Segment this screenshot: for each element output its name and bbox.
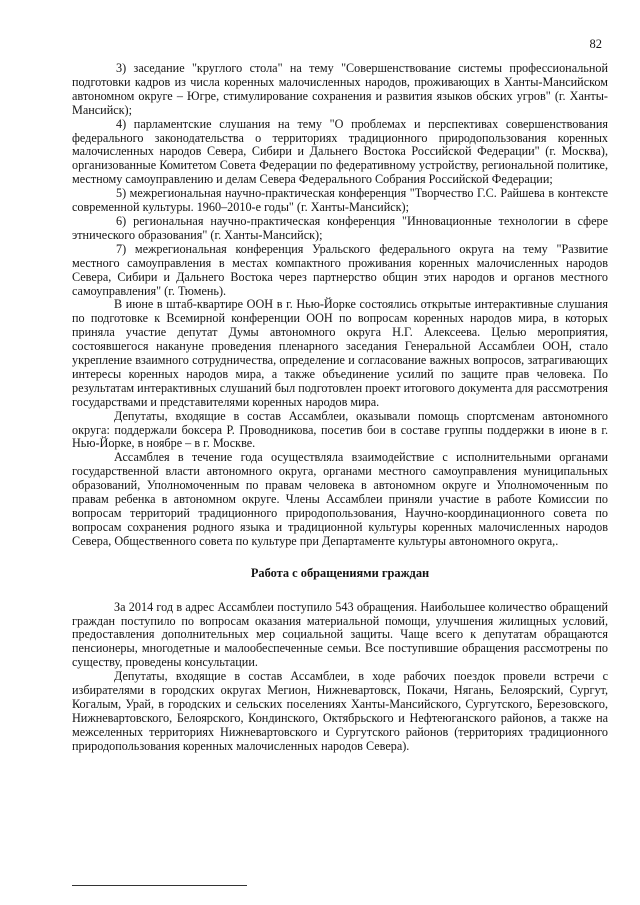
paragraph: Ассамблея в течение года осуществляла взаимодействие с исполнительными органами государственной власти автономного округа, органами местного самоуправления муниципальных образований, Уполномоченным по правам человека в автономном округе и Уполномоченным по правам ребенка в автономном округе. Члены Ассамблеи приняли участие в работе Комиссии по вопросам территорий традиционного природопользования, Научно-координационного совета по вопросам сохранения родного языка и традиционной культуры коренных малочисленных народов Севера, Общественного совета по культуре при Департаменте культуры автономного округа,. bbox=[72, 450, 608, 548]
document-body bbox=[72, 62, 608, 754]
list-item: 6) региональная научно-практическая конференция "Инновационные технологии в сфере этнического образования" (г. Ханты-Мансийск); bbox=[72, 213, 608, 242]
page-number: 82 bbox=[589, 37, 602, 51]
list-item: 3) заседание "круглого стола" на тему "Совершенствование системы профессиональной подготовки кадров из числа коренных малочисленных народов, проживающих в Ханты-Мансийском автономном округе – Югре, стимулирование сохранения и развития языков обских угров" (г. Ханты-Мансийск); bbox=[72, 61, 608, 117]
event-list bbox=[72, 62, 608, 298]
paragraph: В июне в штаб-квартире ООН в г. Нью-Йорке состоялись открытые интерактивные слушания по подготовке к Всемирной конференции ООН по вопросам коренных народов мира, в которых приняла участие депутат Думы автономного округа Н.Г. Алексеева. Целью мероприятия, состоявшегося накануне проведения пленарного заседания Генеральной Ассамблеи ООН, стало укрепление взаимного сотрудничества, определение и согласование важных вопросов, затрагивающих интересы коренных народов мира, а также объединение усилий по защите прав человека. По результатам интерактивных слушаний был подготовлен проект итогового документа для рассмотрения государствами и представителями коренных народов мира. bbox=[72, 297, 608, 409]
paragraph: За 2014 год в адрес Ассамблеи поступило 543 обращения. Наибольшее количество обращений граждан поступило по вопросам оказания материальной помощи, улучшения жилищных условий, предоставления дополнительных мер социальной защиты. Чаще всего к депутатам обращаются пенсионеры, многодетные и малообеспеченные семьи. Все поступившие обращения рассмотрены по существу, проведены консультации. bbox=[72, 599, 608, 670]
list-item: 4) парламентские слушания на тему "О проблемах и перспективах совершенствования федерального законодательства о территориях традиционного природопользования коренных малочисленных народов Севера, Сибири и Дальнего Востока Российской Федерации" (г. Москва), организованные Комитетом Совета Федерации по федеративному устройству, региональной политике, местному самоуправлению и делам Севера Федерального Собрания Российской Федерации; bbox=[72, 116, 608, 187]
section-heading: Работа с обращениями граждан bbox=[250, 565, 430, 580]
paragraph: Депутаты, входящие в состав Ассамблеи, оказывали помощь спортсменам автономного округа: поддержали боксера Р. Проводникова, посетив бои в составе группы поддержки в июне в г. Нью-Йорке, в ноябре – в г. Москве. bbox=[72, 408, 608, 451]
list-item: 5) межрегиональная научно-практическая конференция "Творчество Г.С. Райшева в контексте современной культуры. 1960–2010-е годы" (г. Ханты-Мансийск); bbox=[72, 186, 608, 215]
footnote-divider bbox=[72, 885, 247, 886]
paragraph: Депутаты, входящие в состав Ассамблеи, в ходе рабочих поездок провели встречи с избирателями в городских округах Мегион, Нижневартовск, Покачи, Нягань, Белоярский, Сургут, Когалым, Урай, в городских и сельских поселениях Ханты-Мансийского, Сургутского, Березовского, Нижневартовского, Белоярского, Кондинского, Октябрьского и Нефтеюганского районов, а также на межселенных территориях Нижневартовского и Сургутского районов (территориях традиционного природопользования коренных малочисленных народов Севера). bbox=[72, 669, 608, 753]
list-item: 7) межрегиональная конференция Уральского федерального округа на тему "Развитие местного самоуправления в местах компактного проживания коренных малочисленных народов Севера, Сибири и Дальнего Востока через партнерство общин этих народов и органов местного самоуправления" (г. Тюмень). bbox=[72, 241, 608, 298]
